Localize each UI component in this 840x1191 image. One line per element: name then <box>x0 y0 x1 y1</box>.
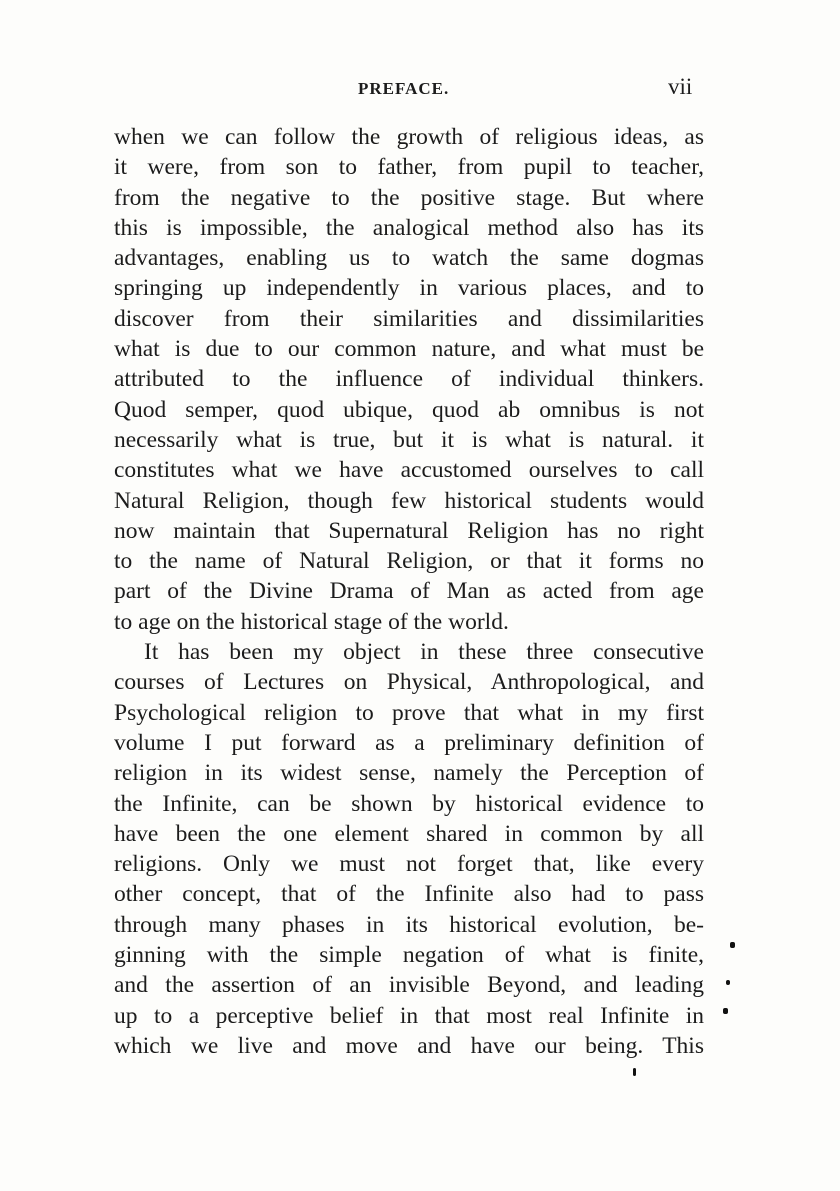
text-line: ginning with the simple negation of what is finite, <box>114 942 704 969</box>
text-line: springing up independently in various places, and to <box>114 275 704 302</box>
text-line: Psychological religion to prove that what in my first <box>114 699 704 726</box>
text-line: to age on the historical stage of the world. <box>114 608 509 635</box>
text-line: from the negative to the positive stage. But where <box>114 184 704 211</box>
ink-speck <box>726 980 730 985</box>
ink-speck <box>723 1008 728 1014</box>
body-text <box>114 122 704 1061</box>
text-line: advantages, enabling us to watch the same dogmas <box>114 245 704 272</box>
page-number: vii <box>668 74 693 99</box>
text-line: what is due to our common nature, and what must be <box>114 336 704 363</box>
text-line: when we can follow the growth of religious ideas, as <box>114 124 704 150</box>
text-line: volume I put forward as a preliminary definition of <box>114 729 704 756</box>
text-line: courses of Lectures on Physical, Anthropological, and <box>114 669 704 696</box>
text-line: Natural Religion, though few historical students would <box>114 487 704 514</box>
running-head <box>0 74 840 104</box>
text-line: which we live and move and have our being. This <box>114 1032 704 1059</box>
text-line: attributed to the influence of individual thinkers. <box>114 366 704 393</box>
text-line: up to a perceptive belief in that most real Infinite in <box>114 1002 704 1029</box>
text-line: other concept, that of the Infinite also had to pass <box>114 881 704 908</box>
text-line: and the assertion of an invisible Beyond, and leading <box>114 972 704 999</box>
text-line: religions. Only we must not forget that, like every <box>114 851 704 878</box>
text-line: constitutes what we have accustomed ourselves to call <box>114 457 704 484</box>
text-line: Quod semper, quod ubique, quod ab omnibus is not <box>114 396 704 423</box>
text-line: It has been my object in these three consecutive <box>144 639 704 666</box>
ink-speck <box>633 1068 636 1076</box>
text-line: through many phases in its historical evolution, be- <box>114 911 704 938</box>
text-line: religion in its widest sense, namely the Perception of <box>114 760 704 787</box>
running-title: PREFACE. <box>358 79 450 98</box>
text-line: now maintain that Supernatural Religion has no right <box>114 517 704 544</box>
text-line: necessarily what is true, but it is what is natural. it <box>114 426 704 453</box>
text-line: it were, from son to father, from pupil to teacher, <box>114 154 704 181</box>
text-line: this is impossible, the analogical method also has its <box>114 214 704 241</box>
ink-speck <box>730 942 735 948</box>
text-line: to the name of Natural Religion, or that it forms no <box>114 548 704 575</box>
text-line: have been the one element shared in common by all <box>114 820 704 847</box>
text-line: part of the Divine Drama of Man as acted from age <box>114 578 704 605</box>
text-line: discover from their similarities and dissimilarities <box>114 305 704 332</box>
text-line: the Infinite, can be shown by historical evidence to <box>114 790 704 817</box>
